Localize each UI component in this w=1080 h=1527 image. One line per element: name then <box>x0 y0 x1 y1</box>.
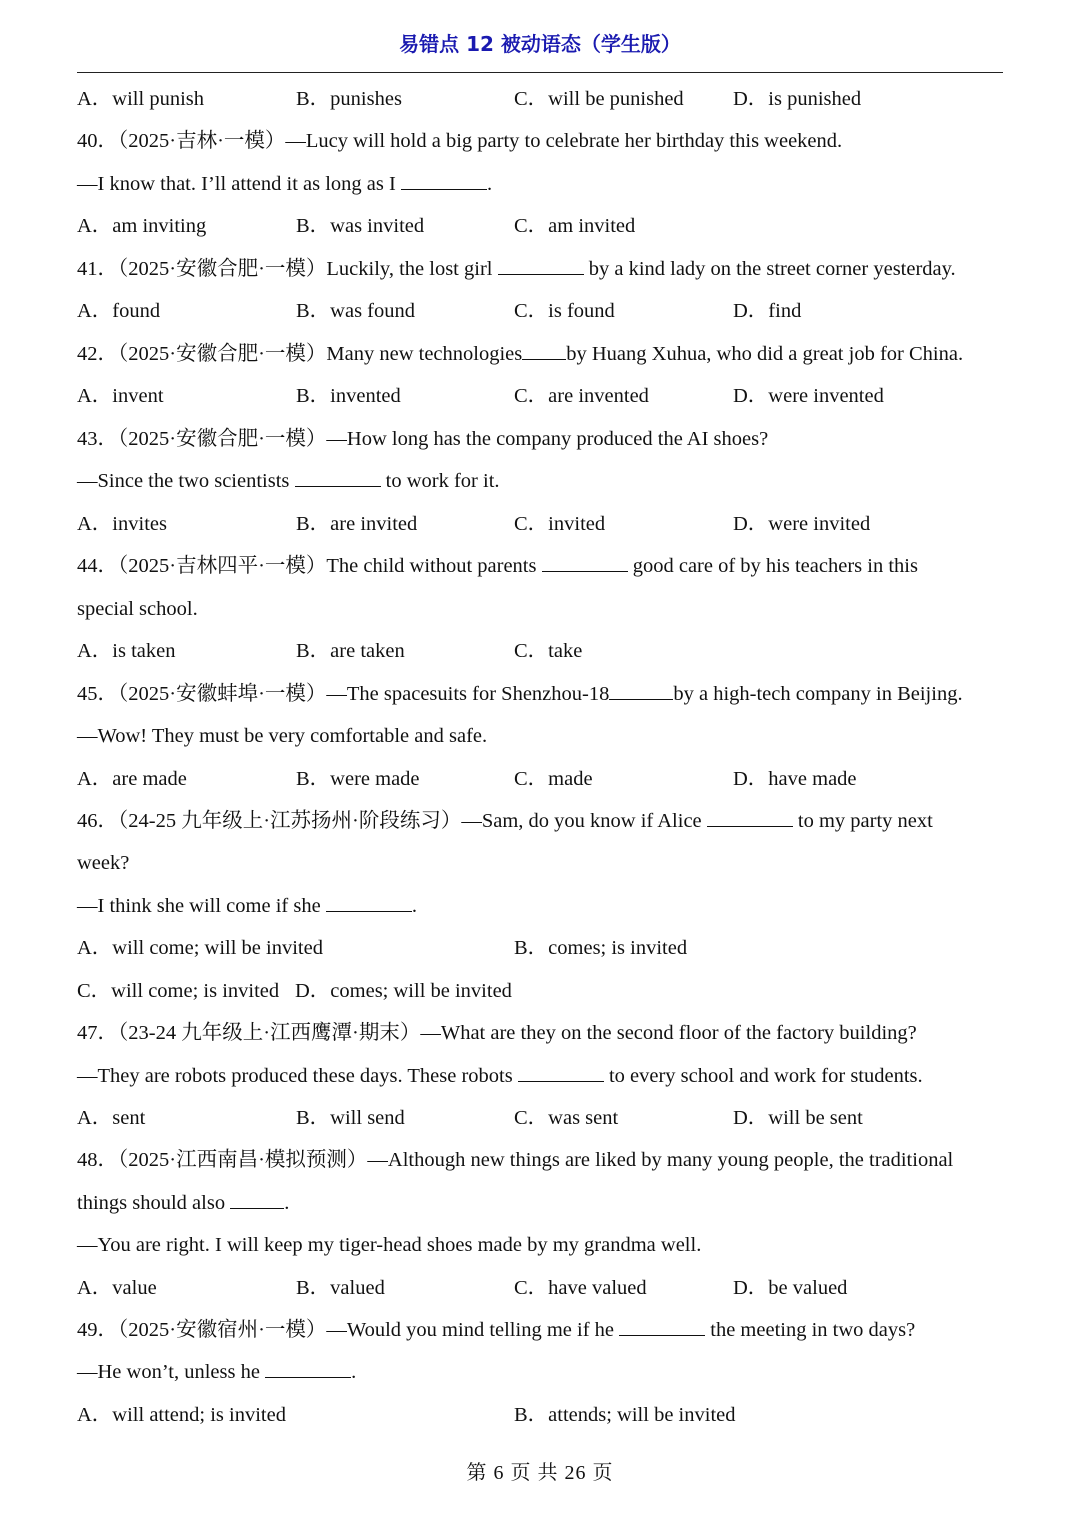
q49-text-b: the meeting in two days? <box>710 1319 916 1341</box>
q48-option-d: D．be valued <box>733 1277 848 1299</box>
q49-answer-blank-2 <box>265 1357 351 1378</box>
q43-option-a: A．invites <box>77 513 167 535</box>
q46-answer-blank-1 <box>707 806 793 827</box>
q45-option-d: D．have made <box>733 768 857 790</box>
q41-option-c: C．is found <box>514 300 615 322</box>
q43-text-b: to work for it. <box>385 470 500 492</box>
q46-reply-end: . <box>411 895 417 917</box>
q43-option-b: B．are invited <box>296 513 418 535</box>
q48-answer-blank <box>230 1188 284 1209</box>
q47-text-b: to every school and work for students. <box>608 1065 923 1087</box>
q44-option-c: C．take <box>514 640 583 662</box>
q40-reply-end: . <box>486 173 493 195</box>
q40-question: 40．（2025·吉林·一模）—Lucy will hold a big party to celebrate her birthday this weekend. <box>77 130 843 152</box>
q45-option-b: B．were made <box>296 768 420 790</box>
q42-option-b: B．invented <box>296 385 401 407</box>
q45-reply: —Wow! They must be very comfortable and safe. <box>77 725 488 747</box>
q47-option-a: A．sent <box>77 1107 146 1129</box>
q48-question: 48．（2025·江西南昌·模拟预测）—Although new things are liked by many young people, the traditional <box>77 1149 954 1171</box>
q48-option-b: B．valued <box>296 1277 385 1299</box>
q42-options <box>77 381 1017 411</box>
q46-question-cont: week? <box>77 852 130 874</box>
q45-option-c: C．made <box>514 768 593 790</box>
q43-text-a: —Since the two scientists <box>77 470 290 492</box>
q48-text-a: things should also <box>77 1192 226 1214</box>
q47-text-a: —They are robots produced these days. These robots <box>77 1065 513 1087</box>
q49-answer-blank-1 <box>619 1315 705 1336</box>
q46-answer-blank-2 <box>326 891 412 912</box>
q45-question <box>77 679 1017 709</box>
q41-text-a: 41．（2025·安徽合肥·一模）Luckily, the lost girl <box>77 258 493 280</box>
q42-text-a: 42．（2025·安徽合肥·一模）Many new technologies <box>77 343 523 365</box>
q48-text-end: . <box>284 1192 290 1214</box>
q47-options <box>77 1103 1017 1133</box>
q47-option-d: D．will be sent <box>733 1107 863 1129</box>
q39-option-a: A．will punish <box>77 88 204 110</box>
q46-text-a: 46．（24-25 九年级上·江苏扬州·阶段练习）—Sam, do you know if Alice <box>77 810 702 832</box>
q44-question-cont: special school. <box>77 598 198 620</box>
q46-option-a: A．will come; will be invited <box>77 937 323 959</box>
q42-answer-blank <box>522 339 566 360</box>
q48-reply: —You are right. I will keep my tiger-head shoes made by my grandma well. <box>77 1234 702 1256</box>
q42-option-c: C．are invented <box>514 385 649 407</box>
q39-option-b: B．punishes <box>296 88 402 110</box>
q42-option-a: A．invent <box>77 385 164 407</box>
q46-option-c: C．will come; is invited <box>77 980 280 1002</box>
q40-option-c: C．am invited <box>514 215 636 237</box>
q43-answer-blank <box>295 466 381 487</box>
q45-text-b: by a high-tech company in Beijing. <box>673 683 963 705</box>
page-number-footer: 第 6 页 共 26 页 <box>466 1462 614 1484</box>
q43-options <box>77 509 1017 539</box>
q46-options-row2 <box>77 976 1017 1006</box>
q46-reply-text: —I think she will come if she <box>77 895 321 917</box>
q49-reply <box>77 1357 1017 1387</box>
q47-answer-blank <box>518 1061 604 1082</box>
q40-answer-blank <box>401 169 487 190</box>
q46-question <box>77 806 1017 836</box>
q40-option-b: B．was invited <box>296 215 425 237</box>
q45-text-a: 45．（2025·安徽蚌埠·一模）—The spacesuits for Shenzhou-18 <box>77 683 610 705</box>
q41-option-a: A．found <box>77 300 161 322</box>
q44-options <box>77 636 1017 666</box>
q48-options <box>77 1273 1017 1303</box>
q41-answer-blank <box>498 254 584 275</box>
q49-question <box>77 1315 1017 1345</box>
q48-option-a: A．value <box>77 1277 157 1299</box>
q43-option-d: D．were invited <box>733 513 871 535</box>
q45-answer-blank <box>609 679 673 700</box>
q49-options <box>77 1400 1017 1430</box>
q44-text-b: good care of by his teachers in this <box>632 555 918 577</box>
q49-option-a: A．will attend; is invited <box>77 1404 286 1426</box>
q45-option-a: A．are made <box>77 768 187 790</box>
q43-option-c: C．invited <box>514 513 606 535</box>
q46-reply <box>77 891 1017 921</box>
q47-reply <box>77 1061 1017 1091</box>
q43-question: 43．（2025·安徽合肥·一模）—How long has the company produced the AI shoes? <box>77 428 769 450</box>
q44-question <box>77 551 1017 581</box>
q46-option-b: B．comes; is invited <box>514 937 688 959</box>
page-header-title: 易错点 12 被动语态（学生版） <box>399 32 681 56</box>
q49-text-a: 49．（2025·安徽宿州·一模）—Would you mind telling me if he <box>77 1319 614 1341</box>
q46-options-row1 <box>77 933 1017 963</box>
q40-reply-text: —I know that. I’ll attend it as long as I <box>77 173 396 195</box>
q46-option-d: D．comes; will be invited <box>295 980 512 1002</box>
q47-option-b: B．will send <box>296 1107 405 1129</box>
q41-text-b: by a kind lady on the street corner yesterday. <box>588 258 956 280</box>
q47-option-c: C．was sent <box>514 1107 619 1129</box>
q43-reply <box>77 466 1017 496</box>
q49-option-b: B．attends; will be invited <box>514 1404 736 1426</box>
q40-option-a: A．am inviting <box>77 215 207 237</box>
q44-text-a: 44．（2025·吉林四平·一模）The child without parents <box>77 555 537 577</box>
q41-option-d: D．find <box>733 300 802 322</box>
q41-options <box>77 296 1017 326</box>
q42-option-d: D．were invented <box>733 385 884 407</box>
q49-reply-text: —He won’t, unless he <box>77 1361 260 1383</box>
header-divider <box>77 72 1003 73</box>
q39-options <box>77 84 1017 114</box>
q39-option-d: D．is punished <box>733 88 862 110</box>
q41-option-b: B．was found <box>296 300 416 322</box>
q40-reply <box>77 169 1017 199</box>
q46-text-b: to my party next <box>797 810 933 832</box>
q42-text-b: by Huang Xuhua, who did a great job for China. <box>566 343 964 365</box>
q45-options <box>77 764 1017 794</box>
q39-option-c: C．will be punished <box>514 88 684 110</box>
q49-reply-end: . <box>351 1361 357 1383</box>
q44-answer-blank <box>542 551 628 572</box>
q41-question <box>77 254 1017 284</box>
q48-question-cont <box>77 1188 1017 1218</box>
q42-question <box>77 339 1017 369</box>
q47-question: 47．（23-24 九年级上·江西鹰潭·期末）—What are they on the second floor of the factory building? <box>77 1022 917 1044</box>
q48-option-c: C．have valued <box>514 1277 647 1299</box>
q40-options <box>77 211 1017 241</box>
q44-option-b: B．are taken <box>296 640 405 662</box>
q44-option-a: A．is taken <box>77 640 176 662</box>
